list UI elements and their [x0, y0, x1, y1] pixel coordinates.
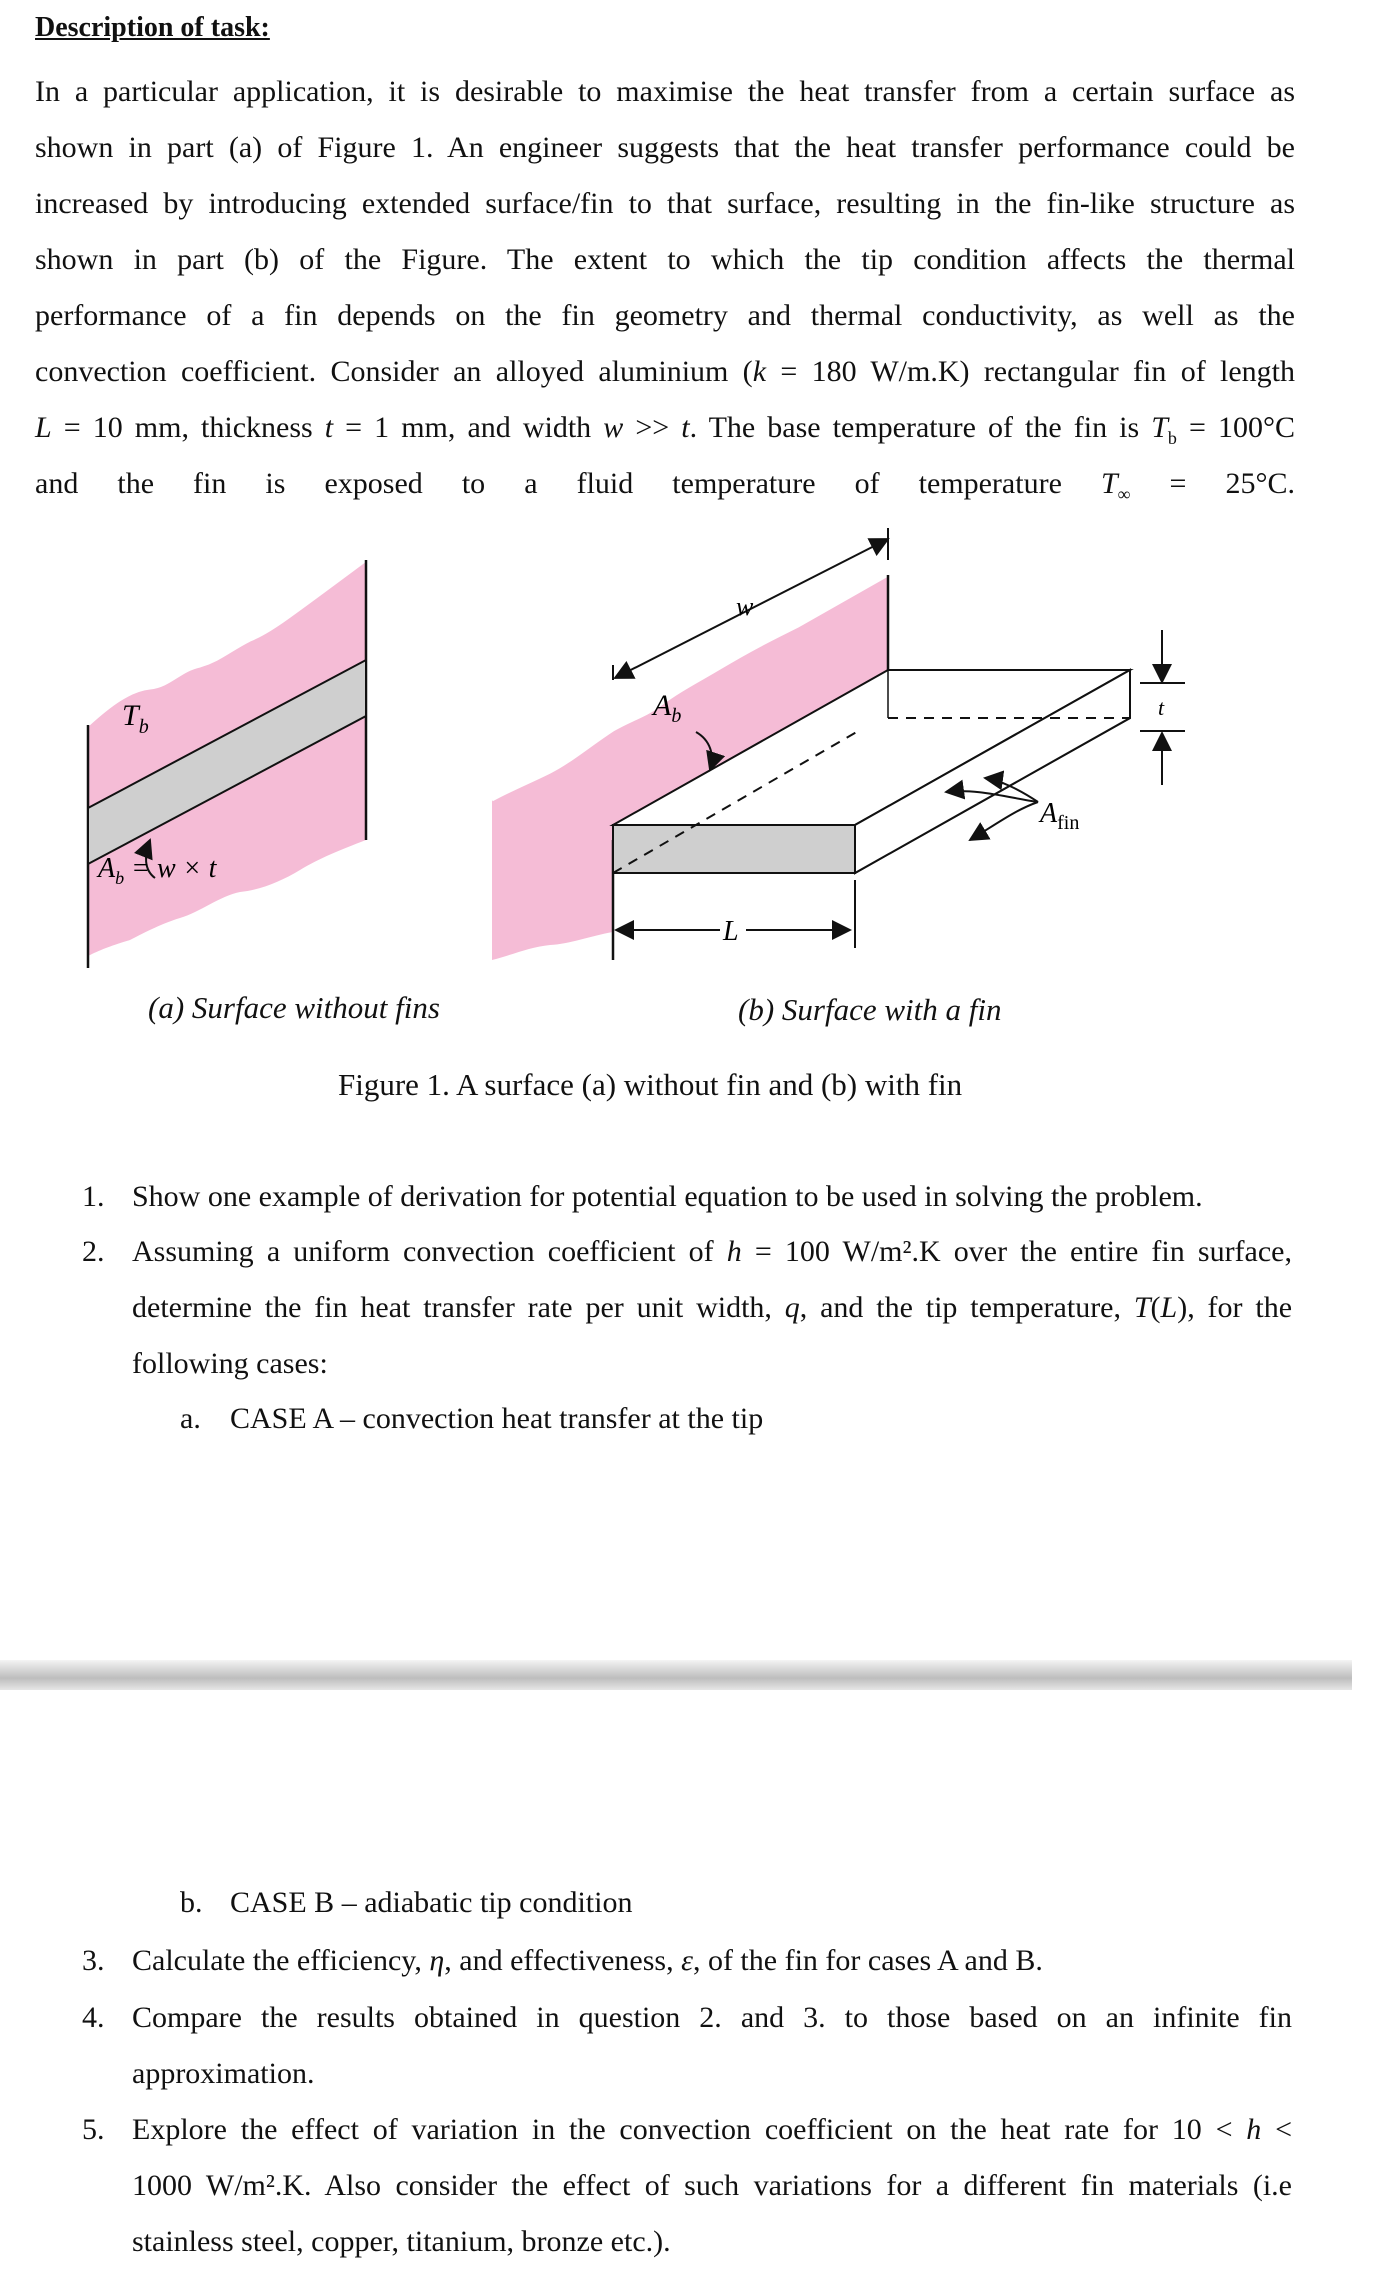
- para-line-8: and the fin is exposed to a fluid temperature of temperature $T_\infty = 25^\circ C$.: [35, 467, 1295, 504]
- fin-front: [613, 825, 855, 873]
- page-break: [0, 1660, 1352, 1690]
- para-line-6: convection coefficient. Consider an alloyed aluminium (k = 180 W/m.K) rectangular fin of length: [35, 355, 1296, 388]
- question-4: 4. Compare the results obtained in question 2. and 3. to those based on an infinite fin approximation.: [82, 2001, 1292, 2090]
- dim-t: [1130, 625, 1210, 790]
- caption-b: (b) Surface with a fin: [738, 992, 1002, 1027]
- figure-title: Figure 1. A surface (a) without fin and (b) with fin: [338, 1067, 963, 1102]
- para-line-7: L = 10 mm, thickness t = 1 mm, and width w >> t. The base temperature of the fin is $T_b = 100^\circ C$: [35, 411, 1295, 448]
- question-5: 5. Explore the effect of variation in the convection coefficient on the heat rate for 10 < h < 1000 W/m².K. Also consider the effect of such variations for a different fin materials (i.e stainless steel, copper, titanium, bronze etc.).: [82, 2113, 1293, 2258]
- figure-1: [60, 540, 1080, 1000]
- label-w: w: [736, 592, 754, 621]
- label-ab-b: $A_b$: [653, 689, 682, 727]
- label-t: t: [1158, 695, 1165, 720]
- question-2: 2. Assuming a uniform convection coefficient of h = 100 W/m².K over the entire fin surface, determine the fin heat transfer rate per unit width, q, and the tip temperature, T(L), for the following cases:: [82, 1235, 1293, 1380]
- para-line-2: shown in part (a) of Figure 1. An engineer suggests that the heat transfer performance could be: [35, 131, 1295, 164]
- para-line-3: increased by introducing extended surface/fin to that surface, resulting in the fin-like structure as: [35, 187, 1295, 220]
- label-l: L: [723, 916, 739, 947]
- figure-diagram: [60, 540, 1080, 1000]
- task-description: [35, 64, 1295, 512]
- label-tb: $T_b$: [122, 699, 149, 738]
- surface-without-fin: [88, 560, 366, 968]
- task-heading: Description of task:: [35, 12, 270, 43]
- para-line-1: In a particular application, it is desirable to maximise the heat transfer from a certain surface as: [35, 75, 1295, 108]
- label-afin: $A_{fin}$: [1040, 798, 1080, 834]
- label-ab-a: $A_b = w \times t$: [98, 853, 217, 888]
- para-line-5: performance of a fin depends on the fin geometry and thermal conductivity, as well as the: [35, 299, 1295, 332]
- para-line-4: shown in part (b) of the Figure. The extent to which the tip condition affects the thermal: [35, 243, 1295, 276]
- caption-a: (a) Surface without fins: [148, 990, 440, 1025]
